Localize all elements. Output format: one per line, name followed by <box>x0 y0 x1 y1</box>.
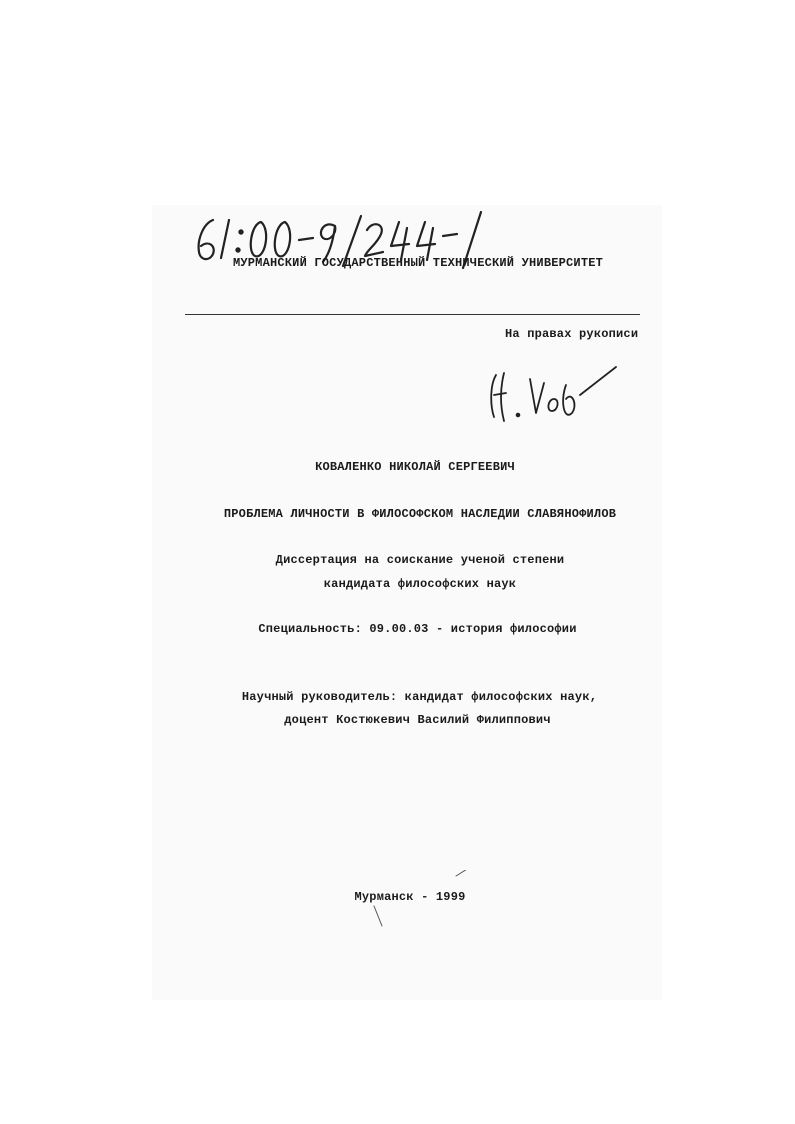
degree-line-1: Диссертация на соискание ученой степени <box>275 553 565 567</box>
supervisor-line-1: Научный руководитель: кандидат философских наук, <box>241 690 598 704</box>
manuscript-note: На правах рукописи <box>505 327 639 341</box>
supervisor-line-2: доцент Костюкевич Василий Филиппович <box>284 713 551 727</box>
author-name: КОВАЛЕНКО НИКОЛАЙ СЕРГЕЕВИЧ <box>315 460 515 474</box>
dissertation-title: ПРОБЛЕМА ЛИЧНОСТИ В ФИЛОСОФСКОМ НАСЛЕДИИ СЛАВЯНОФИЛОВ <box>223 507 617 521</box>
place-and-year: Мурманск - 1999 <box>354 890 466 904</box>
university-name: МУРМАНСКИЙ ГОСУДАРСТВЕННЫЙ ТЕХНИЧЕСКИЙ УНИВЕРСИТЕТ <box>232 256 604 270</box>
degree-line-2: кандидата философских наук <box>323 577 517 591</box>
specialty-line: Специальность: 09.00.03 - история философии <box>258 622 577 636</box>
handwritten-signature <box>480 355 620 430</box>
horizontal-divider <box>185 314 640 315</box>
